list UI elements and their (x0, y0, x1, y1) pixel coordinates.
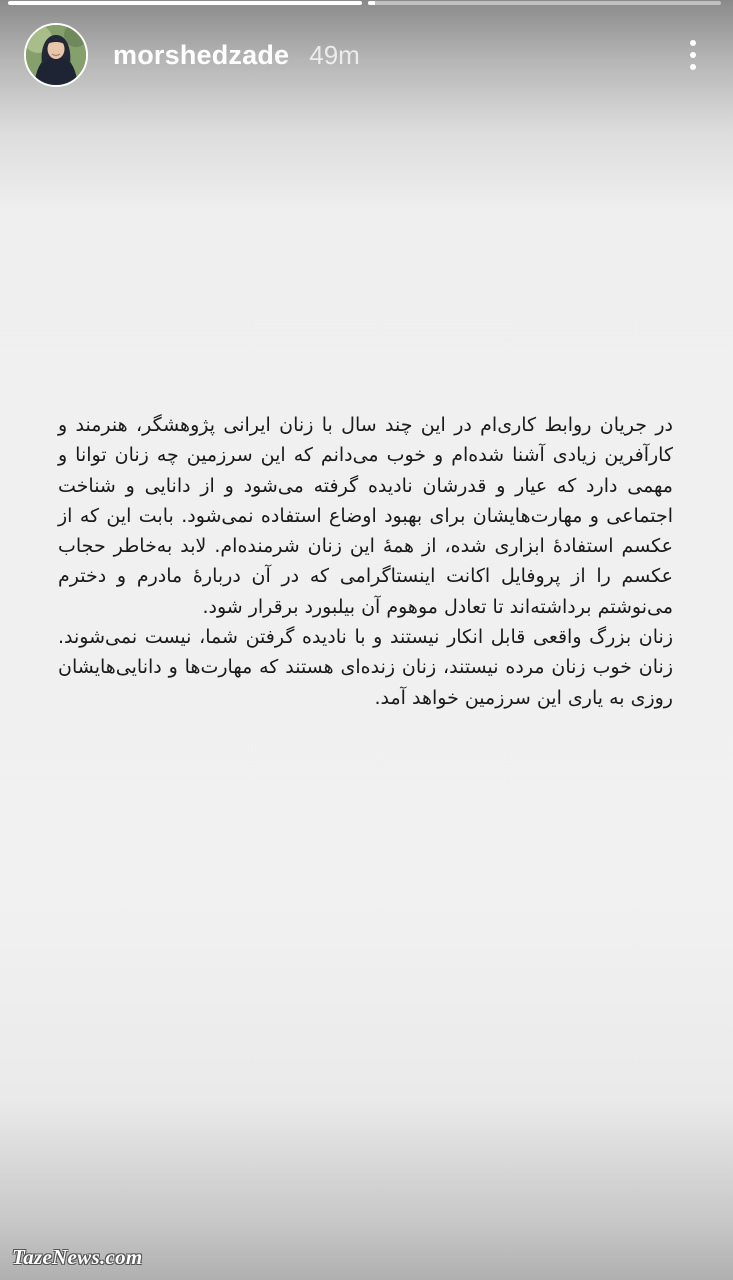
avatar-image (26, 25, 86, 85)
menu-dot (690, 52, 696, 58)
progress-fill-1 (8, 1, 362, 5)
avatar[interactable] (24, 23, 88, 87)
story-username[interactable]: morshedzade (113, 39, 290, 70)
watermark: TazeNews.com (12, 1245, 143, 1269)
story-timestamp: 49m (309, 39, 360, 70)
progress-segment-1 (8, 1, 362, 5)
story-paragraph-1: در جریان روابط کاری‌ام در این چند سال با زنان ایرانی پژوهشگر، هنرمند و کارآفرین زیادی آشنا شده‌ام و خوب می‌دانم که این سرزمین چه زنان توانا و مهمی دارد که عیار و قدرشان نادیده گرفته می‌شود و از دانایی و شناخت اجتماعی و مهارت‌هایشان برای بهبود اوضاع استفاده نمی‌شود. بابت این که از عکسم استفادهٔ ابزاری شده، از همهٔ این زنان شرمنده‌ام. لابد به‌خاطر حجاب عکسم را از پروفایل اکانت اینستاگرامی که در آن دربارهٔ مادرم و دخترم می‌نوشتم برداشته‌اند تا تعادل موهوم آن بیلبورد برقرار شود. (58, 414, 673, 618)
menu-dot (690, 64, 696, 70)
progress-fill-2 (368, 1, 375, 5)
progress-segment-2 (368, 1, 722, 5)
story-header (24, 22, 703, 88)
menu-dot (690, 40, 696, 46)
story-paragraph-2: زنان بزرگ واقعی قابل انکار نیستند و با نادیده گرفتن شما، نیست نمی‌شوند. زنان خوب زنان مرده نیستند، زنان زنده‌ای هستند که مهارت‌ها و دانایی‌هایشان روزی به یاری این سرزمین خواهد آمد. (58, 626, 673, 709)
story-text-content (58, 410, 673, 713)
more-vertical-icon[interactable] (683, 35, 703, 75)
story-progress-bar (8, 1, 721, 5)
